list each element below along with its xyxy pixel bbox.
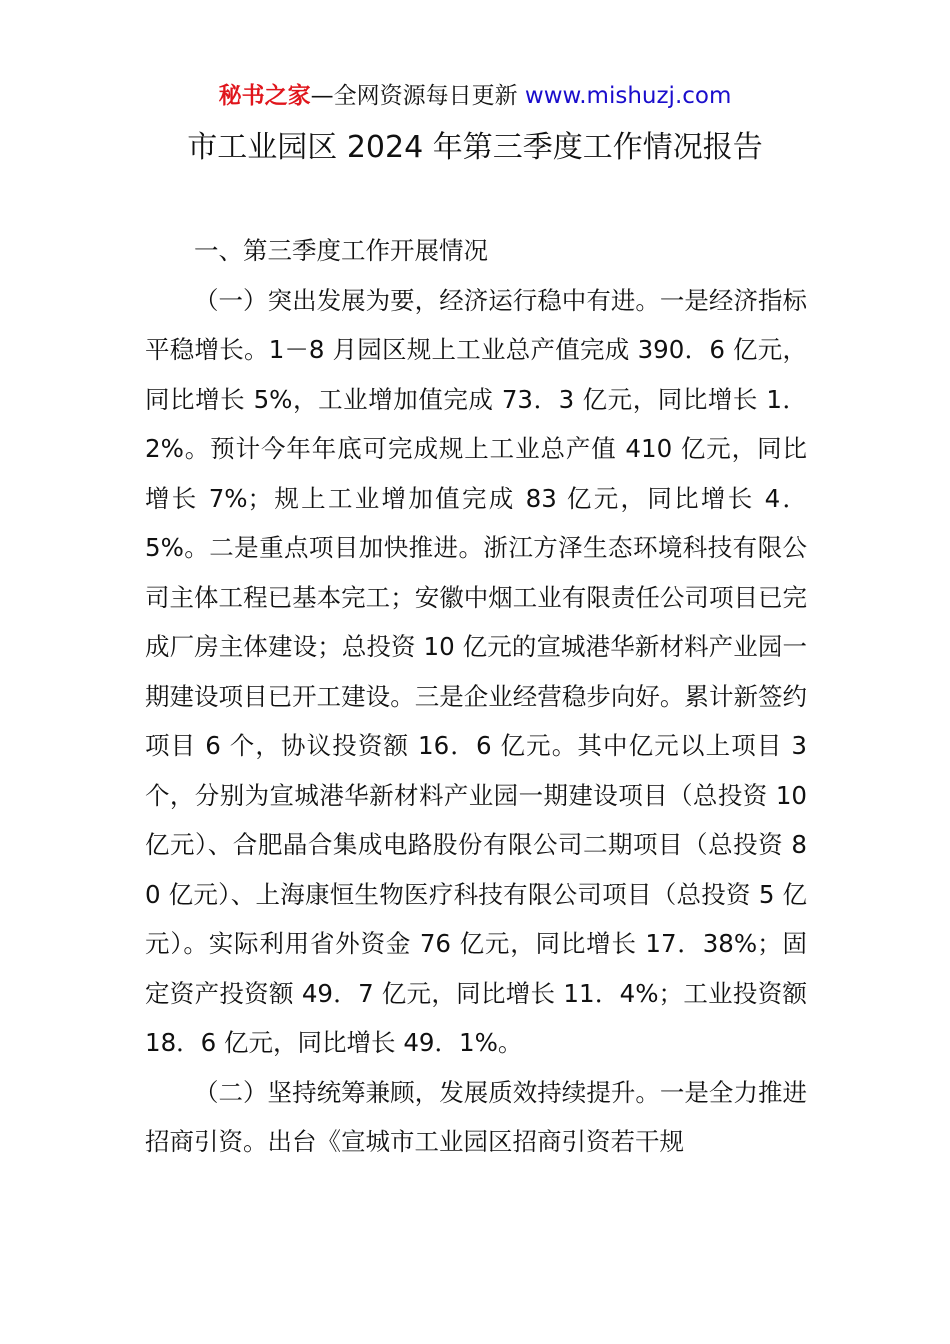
site-header bbox=[0, 80, 950, 112]
document-body bbox=[145, 226, 807, 1167]
site-brand: 秘书之家 bbox=[218, 83, 311, 109]
paragraph: （二）坚持统筹兼顾，发展质效持续提升。一是全力推进招商引资。出台《宣城市工业园区招商引资若干规 bbox=[145, 1077, 807, 1156]
paragraph: （一）突出发展为要，经济运行稳中有进。一是经济指标平稳增长。1－8 月园区规上工业总产值完成 390．6 亿元，同比增长 5%，工业增加值完成 73．3 亿元，同比增长 1．2%。预计今年年底可完成规上工业总产值 410 亿元，同比增长 7%；规上工业增加值完成 83 亿元，同比增长 4．5%。二是重点项目加快推进。浙江方泽生态环境科技有限公司主体工程已基本完工；安徽中烟工业有限责任公司项目已完成厂房主体建设；总投资 10 亿元的宣城港华新材料产业园一期建设项目已开工建设。三是企业经营稳步向好。累计新签约项目 6 个，协议投资额 16．6 亿元。其中亿元以上项目 3 个，分别为宣城港华新材料产业园一期建设项目（总投资 10 亿元）、合肥晶合集成电路股份有限公司二期项目（总投资 80 亿元）、上海康恒生物医疗科技有限公司项目（总投资 5 亿元）。实际利用省外资金 76 亿元，同比增长 17．38%；固定资产投资额 49．7 亿元，同比增长 11．4%；工业投资额 18．6 亿元，同比增长 49．1%。 bbox=[145, 285, 807, 1057]
site-url-link[interactable]: www.mishuzj.com bbox=[524, 83, 732, 109]
site-tagline: —全网资源每日更新 bbox=[310, 83, 518, 109]
document-title: 市工业园区 2024 年第三季度工作情况报告 bbox=[187, 130, 763, 165]
section-heading: 一、第三季度工作开展情况 bbox=[194, 236, 488, 265]
